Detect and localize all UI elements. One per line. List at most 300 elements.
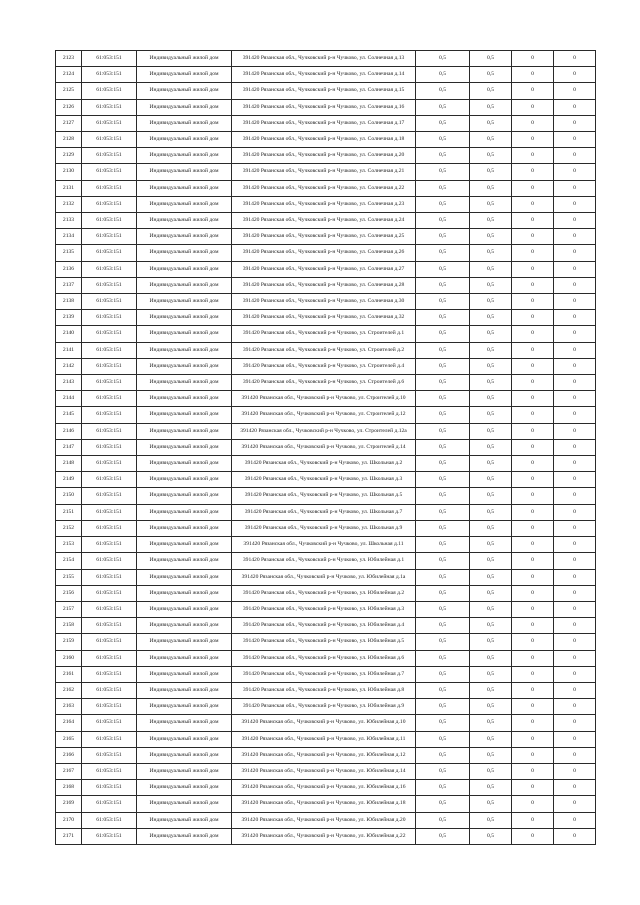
area-value-cell: 0,5 <box>416 812 470 828</box>
table-row <box>56 504 596 520</box>
table-row <box>56 261 596 277</box>
value-1-cell: 0,5 <box>470 618 512 634</box>
value-3-cell: 0 <box>554 67 596 83</box>
object-type-cell: Индивидуальный жилой дом <box>137 132 232 148</box>
value-1-cell: 0,5 <box>470 780 512 796</box>
cadastral-code-cell: 61:053:151 <box>82 650 137 666</box>
value-2-cell: 0 <box>512 796 554 812</box>
table-row <box>56 83 596 99</box>
address-cell: 391420 Рязанская обл., Чучковский р-н Чучково, ул. Строителей д.14 <box>232 439 416 455</box>
value-3-cell: 0 <box>554 326 596 342</box>
address-cell: 391420 Рязанская обл., Чучковский р-н Чучково, ул. Юбилейная д.11 <box>232 731 416 747</box>
object-type-cell: Индивидуальный жилой дом <box>137 763 232 779</box>
table-row <box>56 520 596 536</box>
row-number-cell: 2132 <box>56 196 82 212</box>
area-value-cell: 0,5 <box>416 196 470 212</box>
address-cell: 391420 Рязанская обл., Чучковский р-н Чучково, ул. Солнечная д.14 <box>232 67 416 83</box>
object-type-cell: Индивидуальный жилой дом <box>137 601 232 617</box>
area-value-cell: 0,5 <box>416 99 470 115</box>
value-3-cell: 0 <box>554 51 596 67</box>
row-number-cell: 2130 <box>56 164 82 180</box>
row-number-cell: 2170 <box>56 812 82 828</box>
cadastral-code-cell: 61:053:151 <box>82 828 137 844</box>
object-type-cell: Индивидуальный жилой дом <box>137 439 232 455</box>
value-1-cell: 0,5 <box>470 553 512 569</box>
cadastral-code-cell: 61:053:151 <box>82 731 137 747</box>
cadastral-code-cell: 61:053:151 <box>82 553 137 569</box>
value-3-cell: 0 <box>554 180 596 196</box>
object-type-cell: Индивидуальный жилой дом <box>137 245 232 261</box>
object-type-cell: Индивидуальный жилой дом <box>137 634 232 650</box>
row-number-cell: 2136 <box>56 261 82 277</box>
area-value-cell: 0,5 <box>416 472 470 488</box>
value-3-cell: 0 <box>554 682 596 698</box>
address-cell: 391420 Рязанская обл., Чучковский р-н Чучково, ул. Строителей д.10 <box>232 391 416 407</box>
table-row <box>56 148 596 164</box>
value-2-cell: 0 <box>512 488 554 504</box>
value-2-cell: 0 <box>512 375 554 391</box>
address-cell: 391420 Рязанская обл., Чучковский р-н Чучково, ул. Строителей д.12а <box>232 423 416 439</box>
row-number-cell: 2157 <box>56 601 82 617</box>
value-3-cell: 0 <box>554 342 596 358</box>
area-value-cell: 0,5 <box>416 650 470 666</box>
address-cell: 391420 Рязанская обл., Чучковский р-н Чучково, ул. Юбилейная д.9 <box>232 699 416 715</box>
cadastral-code-cell: 61:053:151 <box>82 391 137 407</box>
row-number-cell: 2154 <box>56 553 82 569</box>
address-cell: 391420 Рязанская обл., Чучковский р-н Чучково, ул. Солнечная д.15 <box>232 83 416 99</box>
row-number-cell: 2155 <box>56 569 82 585</box>
address-cell: 391420 Рязанская обл., Чучковский р-н Чучково, ул. Солнечная д.26 <box>232 245 416 261</box>
value-3-cell: 0 <box>554 812 596 828</box>
area-value-cell: 0,5 <box>416 828 470 844</box>
area-value-cell: 0,5 <box>416 358 470 374</box>
table-row <box>56 180 596 196</box>
value-3-cell: 0 <box>554 715 596 731</box>
table-row <box>56 715 596 731</box>
area-value-cell: 0,5 <box>416 618 470 634</box>
value-2-cell: 0 <box>512 553 554 569</box>
area-value-cell: 0,5 <box>416 423 470 439</box>
row-number-cell: 2164 <box>56 715 82 731</box>
value-2-cell: 0 <box>512 148 554 164</box>
value-1-cell: 0,5 <box>470 148 512 164</box>
area-value-cell: 0,5 <box>416 780 470 796</box>
row-number-cell: 2159 <box>56 634 82 650</box>
object-type-cell: Индивидуальный жилой дом <box>137 229 232 245</box>
value-2-cell: 0 <box>512 828 554 844</box>
value-3-cell: 0 <box>554 375 596 391</box>
address-cell: 391420 Рязанская обл., Чучковский р-н Чучково, ул. Строителей д.6 <box>232 375 416 391</box>
value-2-cell: 0 <box>512 294 554 310</box>
value-1-cell: 0,5 <box>470 731 512 747</box>
object-type-cell: Индивидуальный жилой дом <box>137 310 232 326</box>
value-3-cell: 0 <box>554 358 596 374</box>
address-cell: 391420 Рязанская обл., Чучковский р-н Чучково, ул. Юбилейная д.3 <box>232 601 416 617</box>
address-cell: 391420 Рязанская обл., Чучковский р-н Чучково, ул. Строителей д.12 <box>232 407 416 423</box>
row-number-cell: 2168 <box>56 780 82 796</box>
value-3-cell: 0 <box>554 488 596 504</box>
value-3-cell: 0 <box>554 763 596 779</box>
value-1-cell: 0,5 <box>470 569 512 585</box>
address-cell: 391420 Рязанская обл., Чучковский р-н Чучково, ул. Солнечная д.20 <box>232 148 416 164</box>
object-type-cell: Индивидуальный жилой дом <box>137 423 232 439</box>
value-1-cell: 0,5 <box>470 439 512 455</box>
cadastral-code-cell: 61:053:151 <box>82 585 137 601</box>
address-cell: 391420 Рязанская обл., Чучковский р-н Чучково, ул. Юбилейная д.14 <box>232 763 416 779</box>
value-2-cell: 0 <box>512 391 554 407</box>
value-3-cell: 0 <box>554 780 596 796</box>
address-cell: 391420 Рязанская обл., Чучковский р-н Чучково, ул. Строителей д.4 <box>232 358 416 374</box>
value-2-cell: 0 <box>512 812 554 828</box>
value-1-cell: 0,5 <box>470 180 512 196</box>
table-row <box>56 196 596 212</box>
table-row <box>56 132 596 148</box>
object-type-cell: Индивидуальный жилой дом <box>137 682 232 698</box>
table-row <box>56 99 596 115</box>
value-2-cell: 0 <box>512 731 554 747</box>
value-2-cell: 0 <box>512 326 554 342</box>
cadastral-code-cell: 61:053:151 <box>82 666 137 682</box>
value-2-cell: 0 <box>512 699 554 715</box>
value-2-cell: 0 <box>512 537 554 553</box>
value-2-cell: 0 <box>512 99 554 115</box>
value-1-cell: 0,5 <box>470 391 512 407</box>
row-number-cell: 2145 <box>56 407 82 423</box>
address-cell: 391420 Рязанская обл., Чучковский р-н Чучково, ул. Юбилейная д.7 <box>232 666 416 682</box>
object-type-cell: Индивидуальный жилой дом <box>137 391 232 407</box>
table-row <box>56 634 596 650</box>
object-type-cell: Индивидуальный жилой дом <box>137 828 232 844</box>
value-3-cell: 0 <box>554 504 596 520</box>
value-1-cell: 0,5 <box>470 115 512 131</box>
row-number-cell: 2129 <box>56 148 82 164</box>
area-value-cell: 0,5 <box>416 148 470 164</box>
value-1-cell: 0,5 <box>470 294 512 310</box>
object-type-cell: Индивидуальный жилой дом <box>137 715 232 731</box>
cadastral-code-cell: 61:053:151 <box>82 245 137 261</box>
object-type-cell: Индивидуальный жилой дом <box>137 731 232 747</box>
area-value-cell: 0,5 <box>416 164 470 180</box>
object-type-cell: Индивидуальный жилой дом <box>137 537 232 553</box>
value-3-cell: 0 <box>554 132 596 148</box>
table-row <box>56 294 596 310</box>
value-2-cell: 0 <box>512 115 554 131</box>
value-3-cell: 0 <box>554 407 596 423</box>
value-2-cell: 0 <box>512 342 554 358</box>
object-type-cell: Индивидуальный жилой дом <box>137 472 232 488</box>
value-3-cell: 0 <box>554 553 596 569</box>
table-row <box>56 569 596 585</box>
area-value-cell: 0,5 <box>416 407 470 423</box>
value-2-cell: 0 <box>512 780 554 796</box>
cadastral-code-cell: 61:053:151 <box>82 423 137 439</box>
value-2-cell: 0 <box>512 715 554 731</box>
row-number-cell: 2144 <box>56 391 82 407</box>
area-value-cell: 0,5 <box>416 245 470 261</box>
table-row <box>56 618 596 634</box>
row-number-cell: 2148 <box>56 456 82 472</box>
address-cell: 391420 Рязанская обл., Чучковский р-н Чучково, ул. Солнечная д.25 <box>232 229 416 245</box>
row-number-cell: 2156 <box>56 585 82 601</box>
value-2-cell: 0 <box>512 423 554 439</box>
row-number-cell: 2124 <box>56 67 82 83</box>
document-page <box>55 50 595 845</box>
cadastral-code-cell: 61:053:151 <box>82 83 137 99</box>
address-cell: 391420 Рязанская обл., Чучковский р-н Чучково, ул. Строителей д.2 <box>232 342 416 358</box>
object-type-cell: Индивидуальный жилой дом <box>137 115 232 131</box>
cadastral-code-cell: 61:053:151 <box>82 277 137 293</box>
value-2-cell: 0 <box>512 67 554 83</box>
table-row <box>56 439 596 455</box>
address-cell: 391420 Рязанская обл., Чучковский р-н Чучково, ул. Юбилейная д.18 <box>232 796 416 812</box>
table-row <box>56 763 596 779</box>
value-1-cell: 0,5 <box>470 828 512 844</box>
value-1-cell: 0,5 <box>470 277 512 293</box>
area-value-cell: 0,5 <box>416 601 470 617</box>
row-number-cell: 2152 <box>56 520 82 536</box>
value-3-cell: 0 <box>554 796 596 812</box>
address-cell: 391420 Рязанская обл., Чучковский р-н Чучково, ул. Юбилейная д.12 <box>232 747 416 763</box>
address-cell: 391420 Рязанская обл., Чучковский р-н Чучково, ул. Юбилейная д.6 <box>232 650 416 666</box>
value-2-cell: 0 <box>512 747 554 763</box>
address-cell: 391420 Рязанская обл., Чучковский р-н Чучково, ул. Солнечная д.27 <box>232 261 416 277</box>
value-3-cell: 0 <box>554 472 596 488</box>
table-row <box>56 423 596 439</box>
area-value-cell: 0,5 <box>416 585 470 601</box>
object-type-cell: Индивидуальный жилой дом <box>137 569 232 585</box>
object-type-cell: Индивидуальный жилой дом <box>137 553 232 569</box>
value-1-cell: 0,5 <box>470 601 512 617</box>
cadastral-code-cell: 61:053:151 <box>82 796 137 812</box>
value-3-cell: 0 <box>554 747 596 763</box>
table-row <box>56 342 596 358</box>
address-cell: 391420 Рязанская обл., Чучковский р-н Чучково, ул. Солнечная д.28 <box>232 277 416 293</box>
value-1-cell: 0,5 <box>470 472 512 488</box>
area-value-cell: 0,5 <box>416 375 470 391</box>
address-cell: 391420 Рязанская обл., Чучковский р-н Чучково, ул. Юбилейная д.1а <box>232 569 416 585</box>
cadastral-code-cell: 61:053:151 <box>82 375 137 391</box>
cadastral-code-cell: 61:053:151 <box>82 407 137 423</box>
table-row <box>56 780 596 796</box>
address-cell: 391420 Рязанская обл., Чучковский р-н Чучково, ул. Солнечная д.30 <box>232 294 416 310</box>
value-1-cell: 0,5 <box>470 407 512 423</box>
address-cell: 391420 Рязанская обл., Чучковский р-н Чучково, ул. Школьная д.11 <box>232 537 416 553</box>
address-cell: 391420 Рязанская обл., Чучковский р-н Чучково, ул. Строителей д.1 <box>232 326 416 342</box>
row-number-cell: 2125 <box>56 83 82 99</box>
value-1-cell: 0,5 <box>470 358 512 374</box>
value-3-cell: 0 <box>554 650 596 666</box>
value-1-cell: 0,5 <box>470 83 512 99</box>
object-type-cell: Индивидуальный жилой дом <box>137 407 232 423</box>
value-1-cell: 0,5 <box>470 326 512 342</box>
value-1-cell: 0,5 <box>470 245 512 261</box>
row-number-cell: 2123 <box>56 51 82 67</box>
object-type-cell: Индивидуальный жилой дом <box>137 342 232 358</box>
value-2-cell: 0 <box>512 277 554 293</box>
value-1-cell: 0,5 <box>470 650 512 666</box>
address-cell: 391420 Рязанская обл., Чучковский р-н Чучково, ул. Школьная д.9 <box>232 520 416 536</box>
cadastral-code-cell: 61:053:151 <box>82 456 137 472</box>
object-type-cell: Индивидуальный жилой дом <box>137 488 232 504</box>
area-value-cell: 0,5 <box>416 439 470 455</box>
value-3-cell: 0 <box>554 294 596 310</box>
cadastral-code-cell: 61:053:151 <box>82 67 137 83</box>
row-number-cell: 2160 <box>56 650 82 666</box>
row-number-cell: 2142 <box>56 358 82 374</box>
value-3-cell: 0 <box>554 828 596 844</box>
cadastral-code-cell: 61:053:151 <box>82 601 137 617</box>
value-3-cell: 0 <box>554 99 596 115</box>
area-value-cell: 0,5 <box>416 747 470 763</box>
table-row <box>56 229 596 245</box>
area-value-cell: 0,5 <box>416 229 470 245</box>
cadastral-code-cell: 61:053:151 <box>82 261 137 277</box>
row-number-cell: 2127 <box>56 115 82 131</box>
value-3-cell: 0 <box>554 423 596 439</box>
value-3-cell: 0 <box>554 261 596 277</box>
address-cell: 391420 Рязанская обл., Чучковский р-н Чучково, ул. Солнечная д.32 <box>232 310 416 326</box>
value-3-cell: 0 <box>554 618 596 634</box>
value-1-cell: 0,5 <box>470 504 512 520</box>
address-cell: 391420 Рязанская обл., Чучковский р-н Чучково, ул. Школьная д.3 <box>232 472 416 488</box>
value-1-cell: 0,5 <box>470 423 512 439</box>
row-number-cell: 2135 <box>56 245 82 261</box>
value-3-cell: 0 <box>554 520 596 536</box>
cadastral-code-cell: 61:053:151 <box>82 148 137 164</box>
value-3-cell: 0 <box>554 731 596 747</box>
value-1-cell: 0,5 <box>470 715 512 731</box>
object-type-cell: Индивидуальный жилой дом <box>137 699 232 715</box>
row-number-cell: 2133 <box>56 213 82 229</box>
value-3-cell: 0 <box>554 537 596 553</box>
cadastral-code-cell: 61:053:151 <box>82 747 137 763</box>
table-row <box>56 650 596 666</box>
cadastral-code-cell: 61:053:151 <box>82 715 137 731</box>
area-value-cell: 0,5 <box>416 634 470 650</box>
value-3-cell: 0 <box>554 115 596 131</box>
table-row <box>56 164 596 180</box>
value-2-cell: 0 <box>512 245 554 261</box>
table-row <box>56 666 596 682</box>
cadastral-code-cell: 61:053:151 <box>82 812 137 828</box>
value-3-cell: 0 <box>554 229 596 245</box>
value-3-cell: 0 <box>554 83 596 99</box>
address-cell: 391420 Рязанская обл., Чучковский р-н Чучково, ул. Солнечная д.21 <box>232 164 416 180</box>
value-1-cell: 0,5 <box>470 812 512 828</box>
area-value-cell: 0,5 <box>416 67 470 83</box>
value-2-cell: 0 <box>512 569 554 585</box>
value-1-cell: 0,5 <box>470 634 512 650</box>
cadastral-code-cell: 61:053:151 <box>82 164 137 180</box>
value-2-cell: 0 <box>512 666 554 682</box>
area-value-cell: 0,5 <box>416 569 470 585</box>
table-row <box>56 245 596 261</box>
row-number-cell: 2126 <box>56 99 82 115</box>
value-2-cell: 0 <box>512 213 554 229</box>
row-number-cell: 2165 <box>56 731 82 747</box>
value-2-cell: 0 <box>512 682 554 698</box>
object-type-cell: Индивидуальный жилой дом <box>137 277 232 293</box>
table-row <box>56 358 596 374</box>
table-row <box>56 601 596 617</box>
value-1-cell: 0,5 <box>470 375 512 391</box>
value-2-cell: 0 <box>512 472 554 488</box>
value-2-cell: 0 <box>512 504 554 520</box>
table-row <box>56 537 596 553</box>
area-value-cell: 0,5 <box>416 391 470 407</box>
table-row <box>56 391 596 407</box>
value-2-cell: 0 <box>512 261 554 277</box>
value-3-cell: 0 <box>554 439 596 455</box>
area-value-cell: 0,5 <box>416 731 470 747</box>
table-row <box>56 488 596 504</box>
row-number-cell: 2149 <box>56 472 82 488</box>
cadastral-code-cell: 61:053:151 <box>82 115 137 131</box>
area-value-cell: 0,5 <box>416 132 470 148</box>
address-cell: 391420 Рязанская обл., Чучковский р-н Чучково, ул. Солнечная д.17 <box>232 115 416 131</box>
value-3-cell: 0 <box>554 601 596 617</box>
row-number-cell: 2161 <box>56 666 82 682</box>
value-2-cell: 0 <box>512 763 554 779</box>
table-row <box>56 375 596 391</box>
area-value-cell: 0,5 <box>416 180 470 196</box>
table-row <box>56 699 596 715</box>
area-value-cell: 0,5 <box>416 51 470 67</box>
object-type-cell: Индивидуальный жилой дом <box>137 585 232 601</box>
value-3-cell: 0 <box>554 164 596 180</box>
area-value-cell: 0,5 <box>416 553 470 569</box>
row-number-cell: 2153 <box>56 537 82 553</box>
area-value-cell: 0,5 <box>416 682 470 698</box>
cadastral-code-cell: 61:053:151 <box>82 439 137 455</box>
value-2-cell: 0 <box>512 585 554 601</box>
object-type-cell: Индивидуальный жилой дом <box>137 504 232 520</box>
table-row <box>56 585 596 601</box>
object-type-cell: Индивидуальный жилой дом <box>137 51 232 67</box>
object-type-cell: Индивидуальный жилой дом <box>137 164 232 180</box>
row-number-cell: 2128 <box>56 132 82 148</box>
address-cell: 391420 Рязанская обл., Чучковский р-н Чучково, ул. Солнечная д.22 <box>232 180 416 196</box>
value-2-cell: 0 <box>512 229 554 245</box>
table-row <box>56 326 596 342</box>
row-number-cell: 2134 <box>56 229 82 245</box>
cadastral-code-cell: 61:053:151 <box>82 180 137 196</box>
object-type-cell: Индивидуальный жилой дом <box>137 456 232 472</box>
cadastral-code-cell: 61:053:151 <box>82 326 137 342</box>
value-1-cell: 0,5 <box>470 229 512 245</box>
value-1-cell: 0,5 <box>470 796 512 812</box>
cadastral-code-cell: 61:053:151 <box>82 569 137 585</box>
object-type-cell: Индивидуальный жилой дом <box>137 148 232 164</box>
table-row <box>56 115 596 131</box>
address-cell: 391420 Рязанская обл., Чучковский р-н Чучково, ул. Юбилейная д.20 <box>232 812 416 828</box>
object-type-cell: Индивидуальный жилой дом <box>137 196 232 212</box>
row-number-cell: 2140 <box>56 326 82 342</box>
address-cell: 391420 Рязанская обл., Чучковский р-н Чучково, ул. Юбилейная д.8 <box>232 682 416 698</box>
area-value-cell: 0,5 <box>416 277 470 293</box>
cadastral-code-cell: 61:053:151 <box>82 310 137 326</box>
address-cell: 391420 Рязанская обл., Чучковский р-н Чучково, ул. Школьная д.7 <box>232 504 416 520</box>
value-1-cell: 0,5 <box>470 261 512 277</box>
cadastral-code-cell: 61:053:151 <box>82 294 137 310</box>
value-1-cell: 0,5 <box>470 51 512 67</box>
value-2-cell: 0 <box>512 358 554 374</box>
value-1-cell: 0,5 <box>470 213 512 229</box>
area-value-cell: 0,5 <box>416 715 470 731</box>
row-number-cell: 2150 <box>56 488 82 504</box>
area-value-cell: 0,5 <box>416 261 470 277</box>
cadastral-code-cell: 61:053:151 <box>82 472 137 488</box>
